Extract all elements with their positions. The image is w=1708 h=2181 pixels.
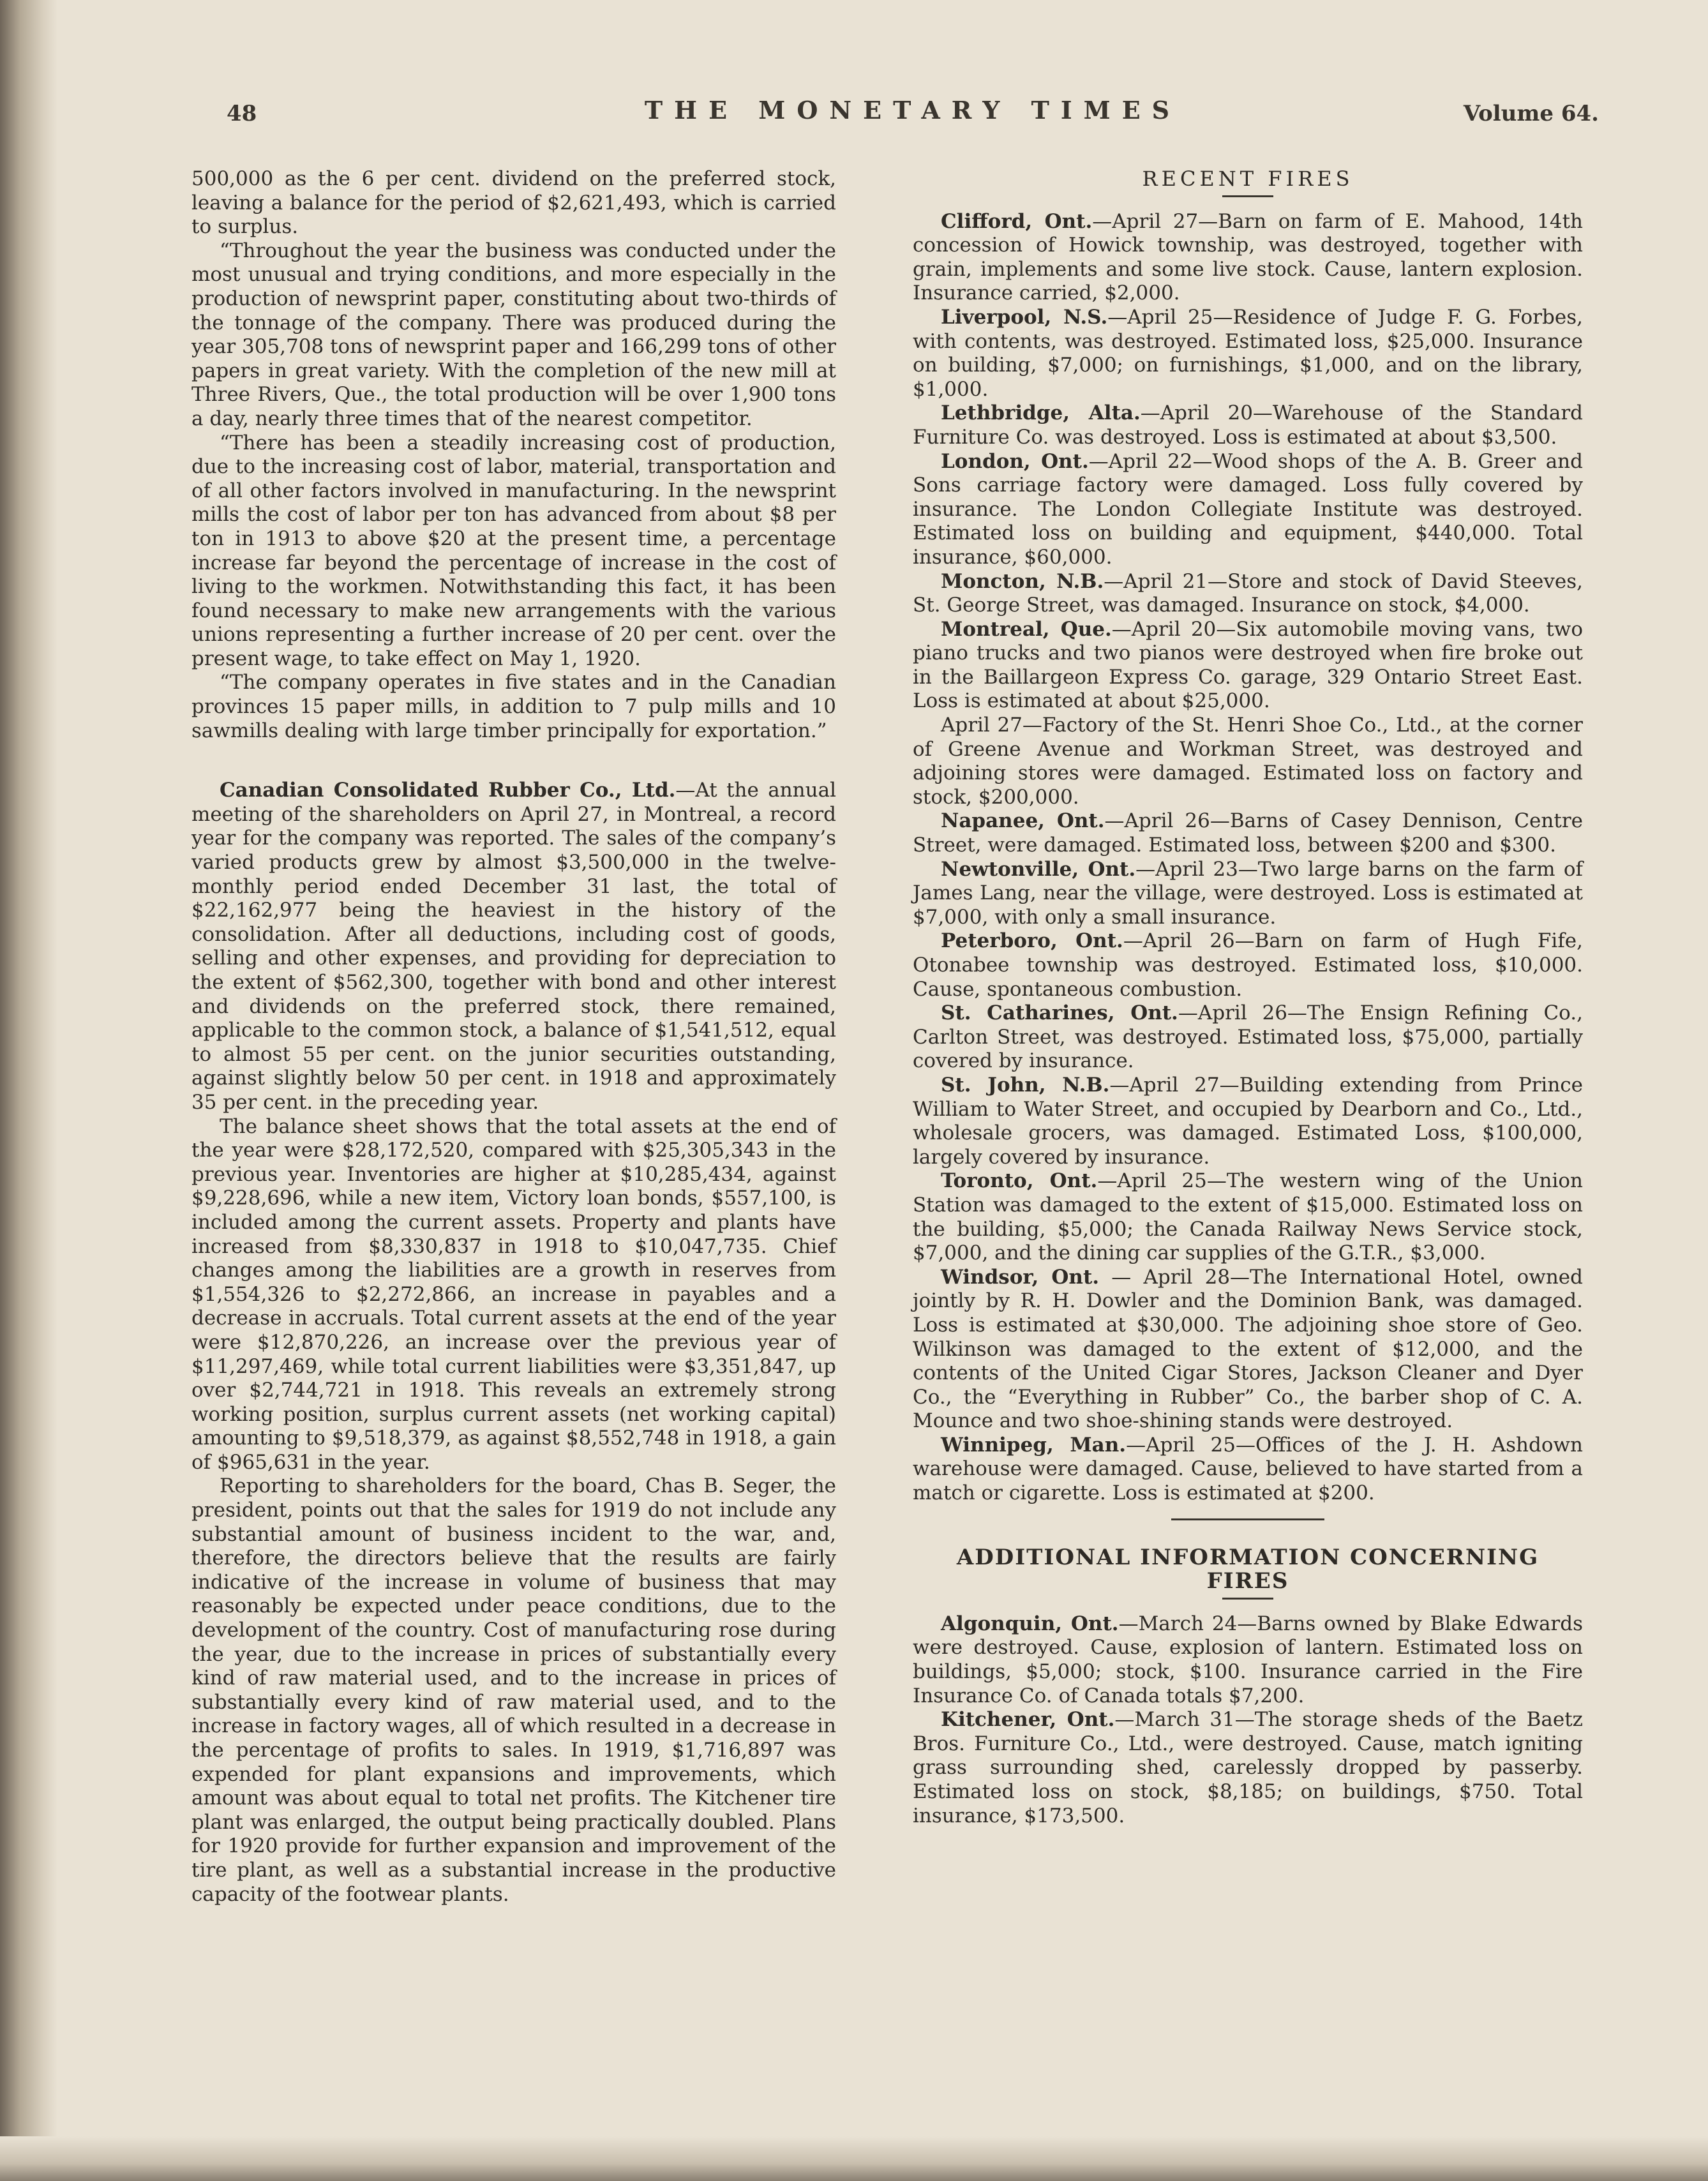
fire-location: Peterboro, Ont.	[941, 929, 1123, 953]
fire-location: London, Ont.	[941, 449, 1089, 473]
fire-details: —April 25—The western wing of the Union Station was damaged to the extent of $15,000. Estimated loss on the building, $5,000; the Canada Railway News Service stock, $7,000, and the dining car supplies of the G.T.R., $3,000.	[913, 1169, 1583, 1265]
fire-details: —April 27—Barn on farm of E. Mahood, 14th concession of Howick township, was destroyed, together with grain, implements and some live stock. Cause, lantern explosion. Insurance carried, $2,000.	[913, 209, 1583, 305]
fire-details: April 27—Factory of the St. Henri Shoe Co., Ltd., at the corner of Greene Avenue and Workman Street, was destroyed and adjoining stores were damaged. Estimated loss on factory and stock, $200,000.	[913, 714, 1583, 809]
page-header	[227, 96, 1599, 134]
fire-details: —March 24—Barns owned by Blake Edwards were destroyed. Cause, explosion of lantern. Estimated loss on buildings, $5,000; stock, $100. Insurance carried in the Fire Insurance Co. of Canada totals $7,200.	[913, 1612, 1583, 1707]
fire-report	[913, 1169, 1583, 1265]
book-spine-shadow	[0, 0, 57, 2181]
fire-location: St. John, N.B.	[941, 1073, 1110, 1097]
fire-details: — April 28—The International Hotel, owned jointly by R. H. Dowler and the Dominion Bank, was damaged. Loss is estimated at $30,000. The adjoining shoe store of Geo. Wilkinson was damaged to the extent of $12,000, and the contents of the United Cigar Stores, Jackson Cleaner and Dyer Co., the “Everything in Rubber” Co., the barber shop of C. A. Mounce and two shoe-shining stands were destroyed.	[913, 1265, 1583, 1433]
fire-report	[913, 1434, 1583, 1506]
fire-report	[913, 1266, 1583, 1434]
fire-details: —April 22—Wood shops of the A. B. Greer and Sons carriage factory were damaged. Loss fully covered by insurance. The London Collegiate Institute was destroyed. Estimated loss on building and equipment, $440,000. Total insurance, $60,000.	[913, 449, 1583, 569]
fire-location: St. Catharines, Ont.	[941, 1001, 1178, 1025]
paragraph: Reporting to shareholders for the board, Chas B. Seger, the president, points out that the sales for 1919 do not include any substantial amount of business incident to the war, and, therefore, the directors believe that the results are fairly indicative of the increase in volume of business that may reasonably be expected under peace conditions, due to the development of the country. Cost of manufacturing rose during the year, due to the increase in prices of substantially every kind of raw material used, and to the increase in prices of substantially every kind of raw material used, and to the increase in factory wages, all of which resulted in a decrease in the percentage of profits to sales. In 1919, $1,716,897 was expended for plant expansions and improvements, which amount was about equal to total net profits. The Kitchener tire plant was enlarged, the output being practically doubled. Plans for 1920 provide for further expansion and improvement of the tire plant, as well as a substantial increase in the productive capacity of the footwear plants.	[191, 1474, 836, 1906]
volume-label: Volume 64.	[1463, 101, 1599, 126]
additional-fires-list	[913, 1612, 1583, 1828]
fire-location: Kitchener, Ont.	[941, 1708, 1115, 1732]
spacer	[191, 743, 836, 779]
heading-rule	[1222, 195, 1273, 197]
fire-details: —March 31—The storage sheds of the Baetz Bros. Furniture Co., Ltd., were destroyed. Cause, match igniting grass surrounding shed, carelessly dropped by passerby. Estimated loss on stock, $8,185; on buildings, $750. Total insurance, $173,500.	[913, 1708, 1583, 1827]
additional-fires-heading: ADDITIONAL INFORMATION CONCERNING FIRES	[956, 1544, 1539, 1594]
fire-details: —April 26—Barn on farm of Hugh Fife, Otonabee township was destroyed. Estimated loss, $10,000. Cause, spontaneous combustion.	[913, 929, 1583, 1001]
fire-report	[913, 714, 1583, 809]
heading-rule	[1222, 1598, 1273, 1600]
fire-details: —April 25—Offices of the J. H. Ashdown warehouse were damaged. Cause, believed to have started from a match or cigarette. Loss is estimated at $200.	[913, 1433, 1583, 1505]
fire-details: —April 23—Two large barns on the farm of James Lang, near the village, were destroyed. Loss is estimated at $7,000, with only a small insurance.	[913, 857, 1583, 929]
fire-report	[913, 570, 1583, 618]
fire-report	[913, 618, 1583, 714]
fire-location: Windsor, Ont.	[941, 1265, 1100, 1289]
fire-location: Napanee, Ont.	[941, 809, 1105, 833]
fire-report	[913, 1612, 1583, 1708]
page-number: 48	[227, 101, 257, 126]
fire-details: —April 26—The Ensign Refining Co., Carlton Street, was destroyed. Estimated loss, $75,000, partially covered by insurance.	[913, 1001, 1583, 1073]
fire-report	[913, 929, 1583, 1001]
fire-report	[913, 450, 1583, 570]
rubber-article-lead	[191, 779, 836, 1114]
paragraph: “There has been a steadily increasing cost of production, due to the increasing cost of labor, material, transportation and of all other factors involved in manufacturing. In the newsprint mills the cost of labor per ton has advanced from about $8 per ton in 1913 to above $20 at the present time, a percentage increase far beyond the percentage of increase in the cost of living to the workmen. Notwithstanding this fact, it has been found necessary to make new arrangements with the various unions representing a further increase of 20 per cent. over the present wage, to take effect on May 1, 1920.	[191, 431, 836, 670]
fire-location: Newtonville, Ont.	[941, 857, 1136, 881]
fire-details: —April 21—Store and stock of David Steeves, St. George Street, was damaged. Insurance on stock, $4,000.	[913, 569, 1583, 617]
right-column	[913, 167, 1583, 1828]
fire-location: Lethbridge, Alta.	[941, 401, 1141, 425]
paragraph: The balance sheet shows that the total assets at the end of the year were $28,172,520, compared with $25,305,343 in the previous year. Inventories are higher at $10,285,434, against $9,228,696, while a new item, Victory loan bonds, $557,100, is included among the current assets. Property and plants have increased from $8,330,837 in 1918 to $10,047,735. Chief changes among the liabilities are a growth in reserves from $1,554,326 to $2,272,866, an increase in payables and a decrease in accruals. Total current assets at the end of the year were $12,870,226, an increase over the previous year of $11,297,469, while total current liabilities were $3,351,847, up over $2,744,721 in 1918. This reveals an extremely strong working position, surplus current assets (net working capital) amounting to $9,518,379, as against $8,552,748 in 1918, a gain of $965,631 in the year.	[191, 1114, 836, 1474]
fire-report	[913, 306, 1583, 401]
paragraph: 500,000 as the 6 per cent. dividend on the preferred stock, leaving a balance for the period of $2,621,493, which is carried to surplus.	[191, 167, 836, 239]
fire-details: —April 20—Six automobile moving vans, two piano trucks and two pianos were destroyed when fire broke out in the Baillargeon Express Co. garage, 329 Ontario Street East. Loss is estimated at about $25,000.	[913, 617, 1583, 713]
fire-report	[913, 1001, 1583, 1074]
fire-location: Montreal, Que.	[941, 617, 1112, 641]
fire-details: —April 27—Building extending from Prince William to Water Street, and occupied by Dearborn and Co., Ltd., wholesale grocers, was damaged. Estimated Loss, $100,000, largely covered by insurance.	[913, 1073, 1584, 1169]
fire-location: Clifford, Ont.	[941, 209, 1093, 233]
fire-report	[913, 858, 1583, 930]
fire-location: Liverpool, N.S.	[941, 305, 1108, 329]
fire-report	[913, 1708, 1583, 1828]
fire-location: Toronto, Ont.	[941, 1169, 1098, 1193]
paragraph: “Throughout the year the business was conducted under the most unusual and trying conditions, and more especially in the production of newsprint paper, constituting about two-thirds of the tonnage of the company. There was produced during the year 305,708 tons of newsprint paper and 166,299 tons of other papers in great variety. With the completion of the new mill at Three Rivers, Que., the total production will be over 1,900 tons a day, nearly three times that of the nearest competitor.	[191, 239, 836, 430]
article-heading: Canadian Consolidated Rubber Co., Ltd.	[220, 779, 676, 802]
fire-report	[913, 401, 1583, 449]
recent-fires-heading: RECENT FIRES	[1142, 167, 1354, 191]
publication-title: THE MONETARY TIMES	[644, 96, 1181, 124]
fire-report	[913, 210, 1583, 306]
fire-location: Winnipeg, Man.	[941, 1433, 1127, 1457]
fire-report	[913, 809, 1583, 857]
fire-report	[913, 1074, 1583, 1169]
fire-location: Moncton, N.B.	[941, 569, 1104, 593]
fire-details: —April 20—Warehouse of the Standard Furniture Co. was destroyed. Loss is estimated at about $3,500.	[913, 401, 1583, 449]
page-bottom-edge	[0, 2136, 1708, 2181]
paragraph: “The company operates in five states and in the Canadian provinces 15 paper mills, in addition to 7 pulp mills and 10 sawmills dealing with large timber principally for exportation.”	[191, 671, 836, 742]
left-column	[191, 167, 836, 1907]
article-text: —At the annual meeting of the shareholders on April 27, in Montreal, a record year for the company was reported. The sales of the company’s varied products grew by almost $3,500,000 in the twelve-monthly period ended December 31 last, the total of $22,162,977 being the heaviest in the history of the consolidation. After all deductions, including cost of goods, selling and other expenses, and providing for depreciation to the extent of $562,300, together with bond and other interest and dividends on the preferred stock, there remained, applicable to the common stock, a balance of $1,541,512, equal to almost 55 per cent. on the junior securities outstanding, against slightly below 50 per cent. in 1918 and approximately 35 per cent. in the preceding year.	[191, 779, 836, 1114]
fire-location: Algonquin, Ont.	[941, 1612, 1119, 1635]
section-divider	[1171, 1518, 1324, 1520]
recent-fires-list	[913, 210, 1583, 1506]
fire-details: —April 25—Residence of Judge F. G. Forbes, with contents, was destroyed. Estimated loss, $25,000. Insurance on building, $7,000; on furnishings, $1,000, and on the library, $1,000.	[913, 305, 1583, 401]
fire-details: —April 26—Barns of Casey Dennison, Centre Street, were damaged. Estimated loss, between $200 and $300.	[913, 809, 1583, 857]
